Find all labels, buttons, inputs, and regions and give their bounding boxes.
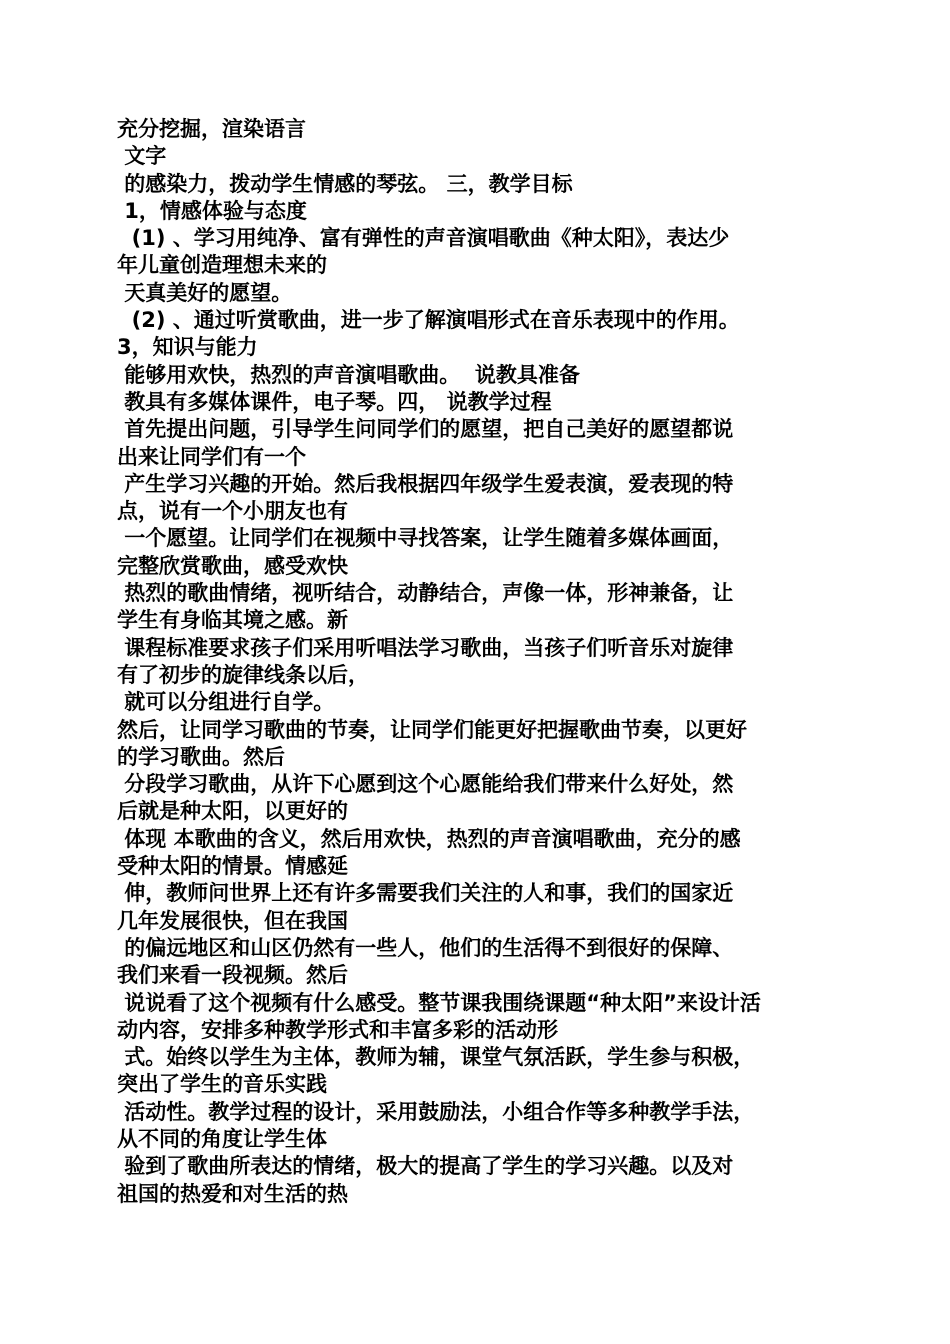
text-line: 出来让同学们有一个 xyxy=(117,444,306,469)
text-line: 天真美好的愿望。 xyxy=(117,280,293,305)
text-line: 能够用欢快，热烈的声音演唱歌曲。 说教具准备 xyxy=(117,362,580,387)
text-line: 首先提出问题，引导学生问同学们的愿望，把自己美好的愿望都说 xyxy=(117,417,734,442)
text-line: 体现 本歌曲的含义，然后用欢快，热烈的声音演唱歌曲，充分的感 xyxy=(117,826,741,851)
text-line: (1) 、学习用纯净、富有弹性的声音演唱歌曲《种太阳》，表达少 xyxy=(117,226,730,251)
text-line: 分段学习歌曲，从许下心愿到这个心愿能给我们带来什么好处，然 xyxy=(117,772,734,797)
text-line: 的感染力，拨动学生情感的琴弦。 三，教学目标 xyxy=(117,171,573,196)
text-line: 几年发展很快，但在我国 xyxy=(117,908,348,933)
text-line: 文字 xyxy=(117,144,167,169)
text-line: 祖国的热爱和对生活的热 xyxy=(117,1181,348,1206)
text-line: 点，说有一个小朋友也有 xyxy=(117,499,348,524)
text-line: 活动性。教学过程的设计，采用鼓励法，小组合作等多种教学手法， xyxy=(117,1099,755,1124)
text-line: 年儿童创造理想未来的 xyxy=(117,253,327,278)
text-line: 然后，让同学习歌曲的节奏，让同学们能更好把握歌曲节奏，以更好 xyxy=(117,717,747,742)
text-line: 课程标准要求孩子们采用听唱法学习歌曲，当孩子们听音乐对旋律 xyxy=(117,635,734,660)
document-text-body xyxy=(117,116,837,1208)
text-line: 热烈的歌曲情绪，视听结合，动静结合，声像一体，形神兼备，让 xyxy=(117,581,734,606)
text-line: 验到了歌曲所表达的情绪，极大的提高了学生的学习兴趣。以及对 xyxy=(117,1154,734,1179)
text-line: 产生学习兴趣的开始。然后我根据四年级学生爱表演，爱表现的特 xyxy=(117,471,734,496)
text-line: 一个愿望。让同学们在视频中寻找答案，让学生随着多媒体画面， xyxy=(117,526,734,551)
text-line: (2) 、通过听赏歌曲，进一步了解演唱形式在音乐表现中的作用。 xyxy=(117,308,740,333)
text-line: 1，情感体验与态度 xyxy=(117,198,307,223)
text-line: 就可以分组进行自学。 xyxy=(117,690,335,715)
text-line: 教具有多媒体课件，电子琴。四， 说教学过程 xyxy=(117,389,552,414)
text-line: 说说看了这个视频有什么感受。整节课我围绕课题“种太阳”来设计活 xyxy=(117,990,761,1015)
text-line: 受种太阳的情景。情感延 xyxy=(117,854,348,879)
text-line: 式。始终以学生为主体，教师为辅，课堂气氛活跃，学生参与积极， xyxy=(117,1045,755,1070)
text-line: 我们来看一段视频。然后 xyxy=(117,963,348,988)
text-line: 充分挖掘，渲染语言 xyxy=(117,117,306,141)
text-line: 动内容，安排多种教学形式和丰富多彩的活动形 xyxy=(117,1017,558,1042)
text-line: 完整欣赏歌曲，感受欢快 xyxy=(117,553,348,578)
text-line: 的学习歌曲。然后 xyxy=(117,744,285,769)
text-line: 学生有身临其境之感。新 xyxy=(117,608,348,633)
text-line: 从不同的角度让学生体 xyxy=(117,1126,327,1151)
text-line: 伸，教师问世界上还有许多需要我们关注的人和事，我们的国家近 xyxy=(117,881,734,906)
text-line: 突出了学生的音乐实践 xyxy=(117,1072,327,1097)
text-line: 后就是种太阳，以更好的 xyxy=(117,799,348,824)
text-line: 3，知识与能力 xyxy=(117,335,258,360)
text-line: 有了初步的旋律线条以后， xyxy=(117,662,369,687)
text-line: 的偏远地区和山区仍然有一些人，他们的生活得不到很好的保障、 xyxy=(117,935,734,960)
